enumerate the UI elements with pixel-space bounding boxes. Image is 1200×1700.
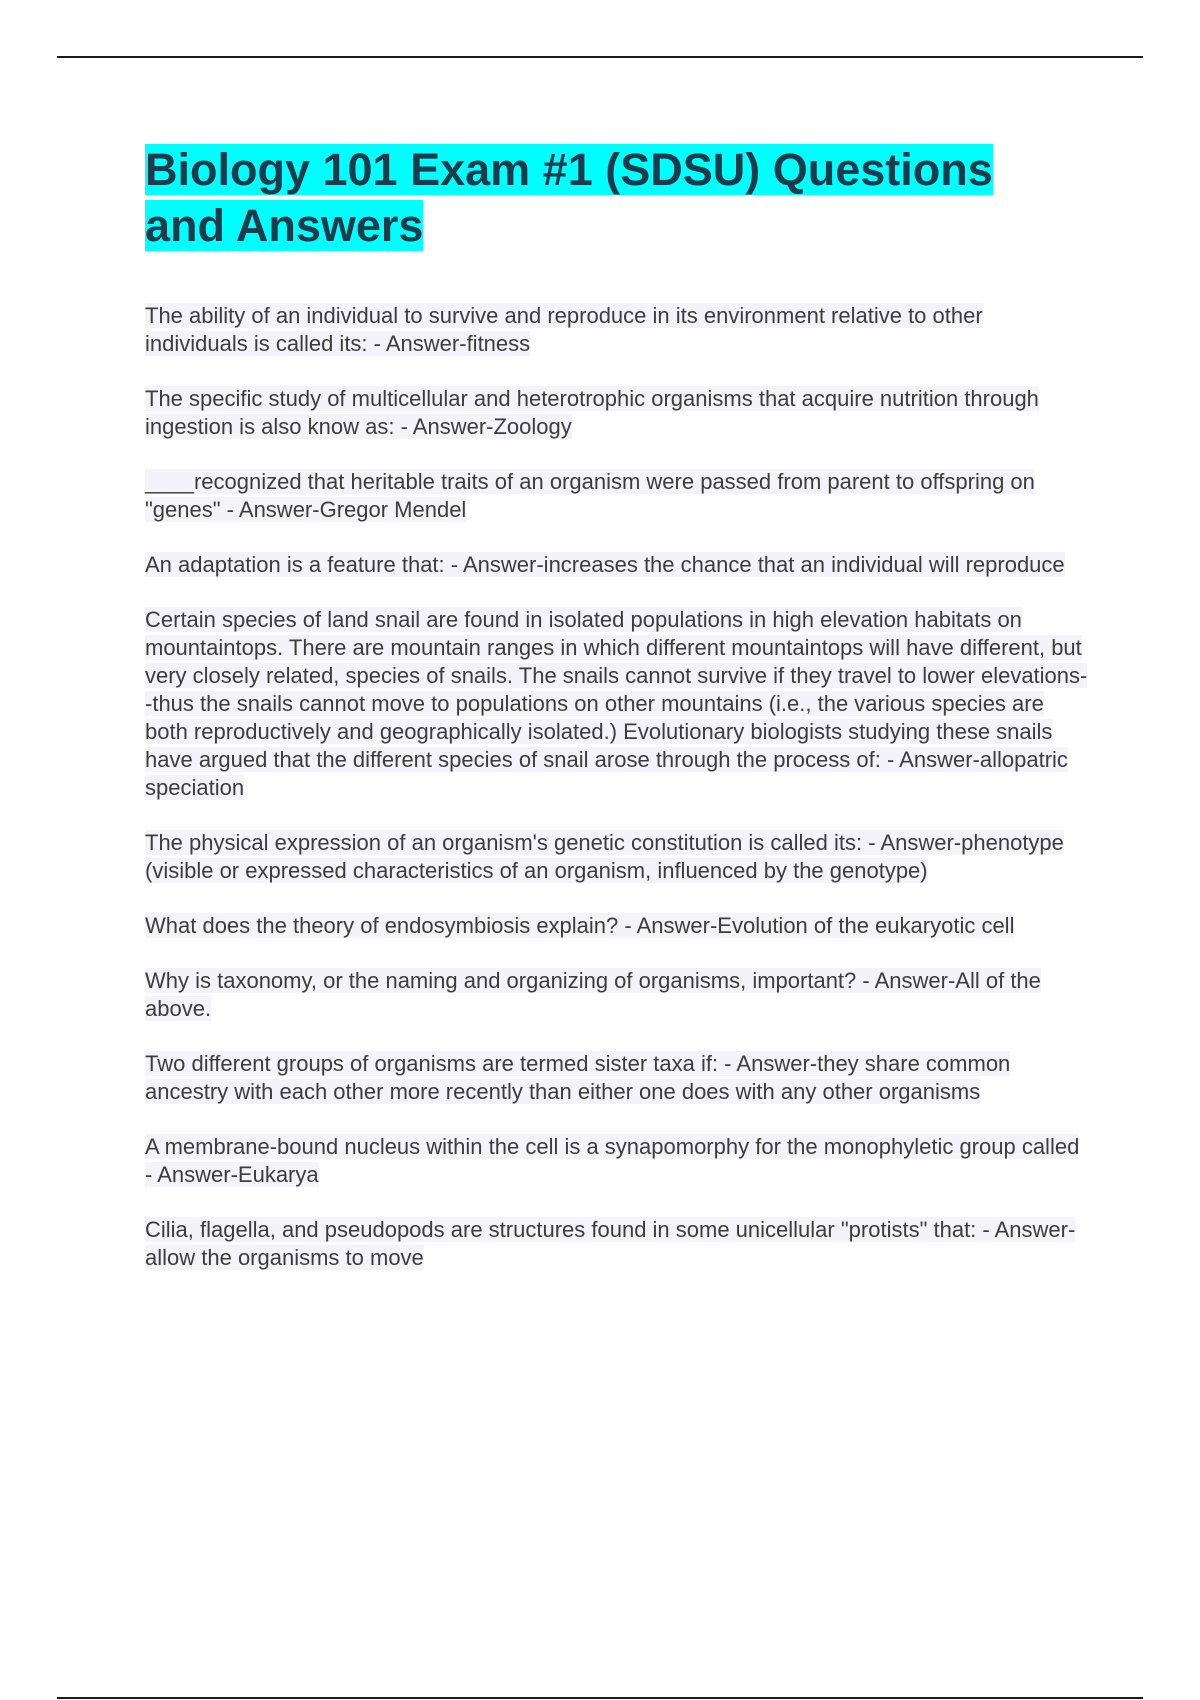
qa-list bbox=[145, 302, 1090, 1299]
qa-item bbox=[145, 1216, 1090, 1272]
qa-item bbox=[145, 302, 1090, 358]
qa-text: Certain species of land snail are found in isolated populations in high elevation habitats on mountaintops. There are mountain ranges in which different mountaintops will have different, but very closely related, species of snails. The snails cannot survive if they travel to lower elevations--thus the snails cannot move to populations on other mountains (i.e., the various species are both reproductively and geographically isolated.) Evolutionary biologists studying these snails have argued that the different species of snail arose through the process of: - Answer-allopatric speciation bbox=[145, 607, 1088, 800]
qa-text: Cilia, flagella, and pseudopods are structures found in some unicellular "protists" that: - Answer-allow the organisms to move bbox=[145, 1217, 1076, 1270]
title-highlight: Biology 101 Exam #1 (SDSU) Questions and Answers bbox=[145, 144, 993, 251]
top-rule bbox=[57, 56, 1143, 58]
qa-text: Why is taxonomy, or the naming and organizing of organisms, important? - Answer-All of the above. bbox=[145, 968, 1041, 1021]
qa-text: An adaptation is a feature that: - Answer-increases the chance that an individual will reproduce bbox=[145, 552, 1065, 577]
qa-item bbox=[145, 385, 1090, 441]
bottom-rule bbox=[57, 1697, 1143, 1699]
qa-item bbox=[145, 551, 1090, 579]
qa-item bbox=[145, 829, 1090, 885]
qa-text: The physical expression of an organism's genetic constitution is called its: - Answer-phenotype (visible or expressed characteristics of an organism, influenced by the genotype) bbox=[145, 830, 1064, 883]
qa-text: A membrane-bound nucleus within the cell is a synapomorphy for the monophyletic group called - Answer-Eukarya bbox=[145, 1134, 1080, 1187]
qa-text: Two different groups of organisms are termed sister taxa if: - Answer-they share common ancestry with each other more recently than either one does with any other organisms bbox=[145, 1051, 1011, 1104]
qa-item bbox=[145, 1133, 1090, 1189]
qa-text: ____recognized that heritable traits of an organism were passed from parent to offspring on "genes" - Answer-Gregor Mendel bbox=[145, 469, 1035, 522]
qa-item bbox=[145, 912, 1090, 940]
qa-item bbox=[145, 468, 1090, 524]
qa-item bbox=[145, 967, 1090, 1023]
document-title bbox=[145, 142, 1085, 254]
qa-item bbox=[145, 606, 1090, 802]
qa-text: The specific study of multicellular and heterotrophic organisms that acquire nutrition through ingestion is also know as: - Answer-Zoology bbox=[145, 386, 1039, 439]
qa-text: The ability of an individual to survive and reproduce in its environment relative to other individuals is called its: - Answer-fitness bbox=[145, 303, 983, 356]
qa-text: What does the theory of endosymbiosis explain? - Answer-Evolution of the eukaryotic cell bbox=[145, 913, 1015, 938]
qa-item bbox=[145, 1050, 1090, 1106]
